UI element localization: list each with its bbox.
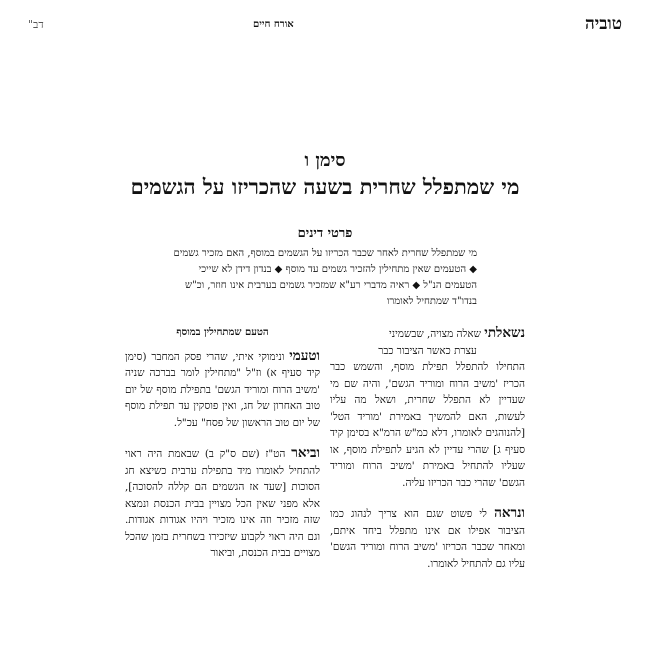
siman-number: סימן ו	[304, 150, 346, 171]
lead-word: וטעמי	[289, 347, 320, 364]
paragraph-text: התחילו להתפלל תפילת מוסף, והשמש כבר הכריז 'משיב הרוח ומוריד הגשם', והיה שם מי שעדיין לא התפלל שחרית, ושאל מה עליו לעשות, האם להמשיך באמירת 'מוריד הטל' [להנוהגים לאומרו, דלא כמ"ש הרמ"א בסימן קיד סעיף ג] שהרי עדיין לא הגיע לתפילת מוסף, או שעליו להתחיל באמירת 'משיב הרוח ומוריד הגשם' שהרי כבר הכריזו עליה.	[330, 361, 525, 489]
paragraph-text: לי פשוט שגם הוא צריך לנהוג כמו הציבור אפילו אם אינו מתפלל ביחד איתם, ומאחר שכבר הכריזו 'משיב הרוח ומוריד הגשם' עליו גם להתחיל לאומרו.	[330, 508, 525, 570]
lead-rest: שאלה מצויה, שבשמיני	[388, 328, 485, 340]
paragraph-text: הט"ז (שם ס"ק ב) שבאמת היה ראוי להתחיל לאומרו מיד בתפילת ערבית כשיצא חג הסוכות [שעד אז הגשמים הם קללה להסוכה], אלא מפני שאין הכל מצויין בבית הכנסת ונמצא שזה מזכיר וזה אינו מזכיר ויהיו אגודות אגודות. וגם היה ראוי לקבוע שיזכירו בשחרית בזמן שהכל מצויים בבית הכנסת, וביאור	[125, 448, 320, 559]
text-column-left	[125, 325, 320, 645]
paragraph-explanation	[125, 445, 320, 562]
column-heading: הטעם שמתחילין במוסף	[176, 327, 269, 338]
lead-word: ונראה	[494, 505, 525, 521]
paragraph-reason	[125, 348, 320, 432]
header-section: אורח חיים	[253, 19, 294, 30]
text-column-right	[330, 325, 525, 645]
paragraph-answer	[330, 505, 525, 572]
paragraph-question	[330, 325, 525, 491]
summary-text: מי שמתפלל שחרית לאחר שכבר הכריזו על הגשמים במוסף, האם מזכיר גשמים ◆ הטעמים שאין מתחילין להזכיר גשמים עד מוסף ◆ בנדון דידן לא שייכי הטעמים הנ"ל ◆ ראיה מדברי רע"א שמזכיר גשמים בערבית אינו חוזר, וכ"ש בנדו"ד שמתחיל לאומרו	[173, 248, 477, 307]
paragraph-text: ונימוקי איתי, שהרי פסק המחבר (סימן קיד סעיף א) וז"ל "מתחילין לומר בברכה שניה 'משיב הרוח ומוריד הגשם' בתפילת מוסף של יום טוב האחרון של חג, ואין פוסקין עד תפילת מוסף של יום טוב הראשון של פסח" עכ"ל.	[125, 350, 320, 429]
running-header	[28, 14, 622, 36]
lead-word: נשאלתי	[484, 325, 525, 341]
page-marker: דב"	[28, 18, 44, 31]
summary-heading: פרטי דינים	[297, 226, 353, 241]
chapter-title: מי שמתפלל שחרית בשעה שהכריזו על הגשמים	[130, 174, 520, 199]
lead-subline: עצרת כאשר הציבור כבר	[378, 344, 477, 357]
header-title: טוביה	[584, 14, 622, 34]
lead-word: וביאר	[291, 445, 320, 461]
